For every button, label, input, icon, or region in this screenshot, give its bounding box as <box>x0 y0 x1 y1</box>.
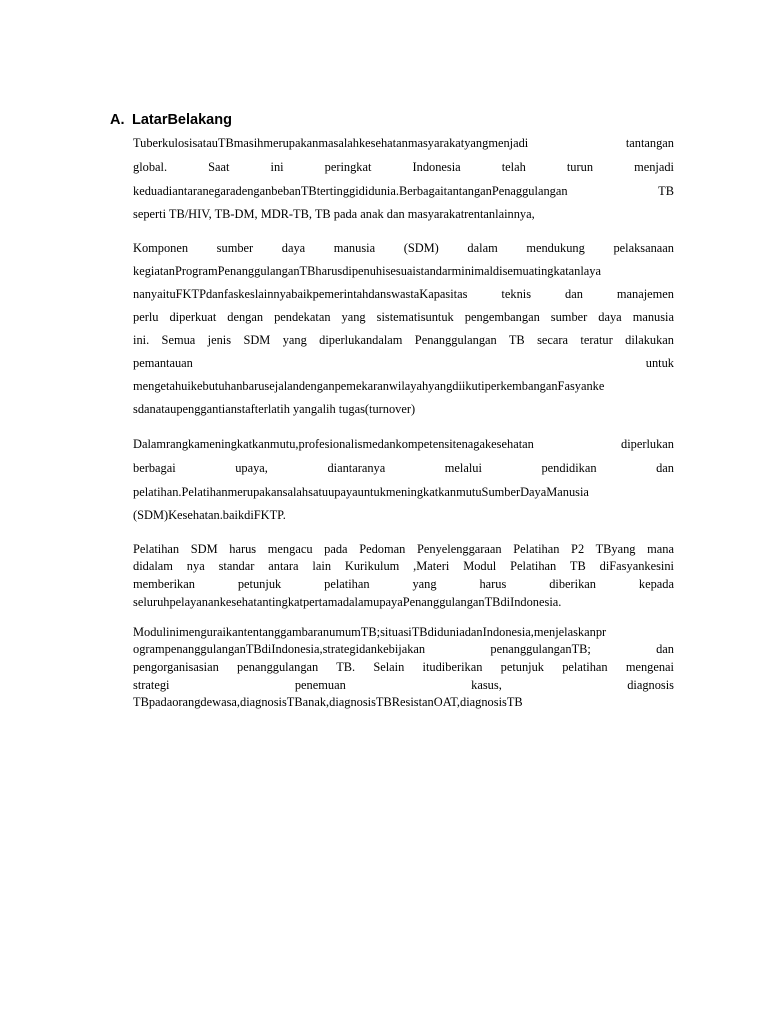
paragraph-line: Pelatihan SDM harus mengacu pada Pedoman Penyelenggaraan Pelatihan P2 TByang mana <box>133 542 674 556</box>
paragraph-line: pelatihan.PelatihanmerupakansalahsatuupayauntukmeningkatkanmutuSumberDayaManusia <box>133 485 589 499</box>
paragraph-line: (SDM)Kesehatan.baikdiFKTP. <box>133 508 286 522</box>
paragraph-line: sdanataupenggantianstafterlatih yangalih tugas(turnover) <box>133 402 416 416</box>
paragraph-line: pengorganisasian penanggulangan TB. Selain itudiberikan petunjuk pelatihan mengenai <box>133 660 674 674</box>
paragraph-line: Dalamrangkameningkatkanmutu,profesionalismedankompetensitenagakesehatan diperlukan <box>133 437 674 451</box>
paragraph-line: keduadiantaranegaradenganbebanTBtertinggididunia.BerbagaitantanganPenaggulangan TB <box>133 184 674 198</box>
paragraph-line: nanyaituFKTPdanfaskeslainnyabaikpemerintahdanswastaKapasitas teknis dan manajemen <box>133 287 674 301</box>
paragraph-line: global. Saat ini peringkat Indonesia telah turun menjadi <box>133 160 674 174</box>
section-title: LatarBelakang <box>132 112 232 128</box>
paragraph-line: ini. Semua jenis SDM yang diperlukandalam Penanggulangan TB secara teratur dilakukan <box>133 333 674 347</box>
paragraph-line: perlu diperkuat dengan pendekatan yang sistematisuntuk pengembangan sumber daya manusia <box>133 310 674 324</box>
paragraph-line: berbagai upaya, diantaranya melalui pendidikan dan <box>133 461 674 475</box>
paragraph-line: memberikan petunjuk pelatihan yang harus diberikan kepada <box>133 577 674 591</box>
paragraph-line: seperti TB/HIV, TB-DM, MDR-TB, TB pada anak dan masyarakatrentanlainnya, <box>133 207 535 221</box>
paragraph-line: TuberkulosisatauTBmasihmerupakanmasalahkesehatanmasyarakatyangmenjadi tantangan <box>133 136 674 150</box>
paragraph-line: didalam nya standar antara lain Kurikulum ,Materi Modul Pelatihan TB diFasyankesini <box>133 559 674 573</box>
section-heading <box>110 110 232 130</box>
paragraph-line: ModulinimenguraikantentanggambaranumumTB;situasiTBdiduniadanIndonesia,menjelaskanpr <box>133 625 607 639</box>
section-number: A. <box>110 112 125 128</box>
paragraph-line: TBpadaorangdewasa,diagnosisTBanak,diagnosisTBResistanOAT,diagnosisTB <box>133 695 523 709</box>
paragraph-line: pemantauan untuk <box>133 356 674 370</box>
paragraph-line: kegiatanProgramPenanggulanganTBharusdipenuhisesuaistandarminimaldisemuatingkatanlaya <box>133 264 601 278</box>
paragraph-line: mengetahuikebutuhanbarusejalandenganpemekaranwilayahyangdiikutiperkembanganFasyanke <box>133 379 605 393</box>
paragraph-line: strategi penemuan kasus, diagnosis <box>133 678 674 692</box>
paragraph-line: seluruhpelayanankesehatantingkatpertamadalamupayaPenanggulanganTBdiIndonesia. <box>133 595 562 609</box>
paragraph-line: ogrampenanggulanganTBdiIndonesia,strategidankebijakan penanggulanganTB; dan <box>133 642 674 656</box>
paragraph-line: Komponen sumber daya manusia (SDM) dalam mendukung pelaksanaan <box>133 241 674 255</box>
